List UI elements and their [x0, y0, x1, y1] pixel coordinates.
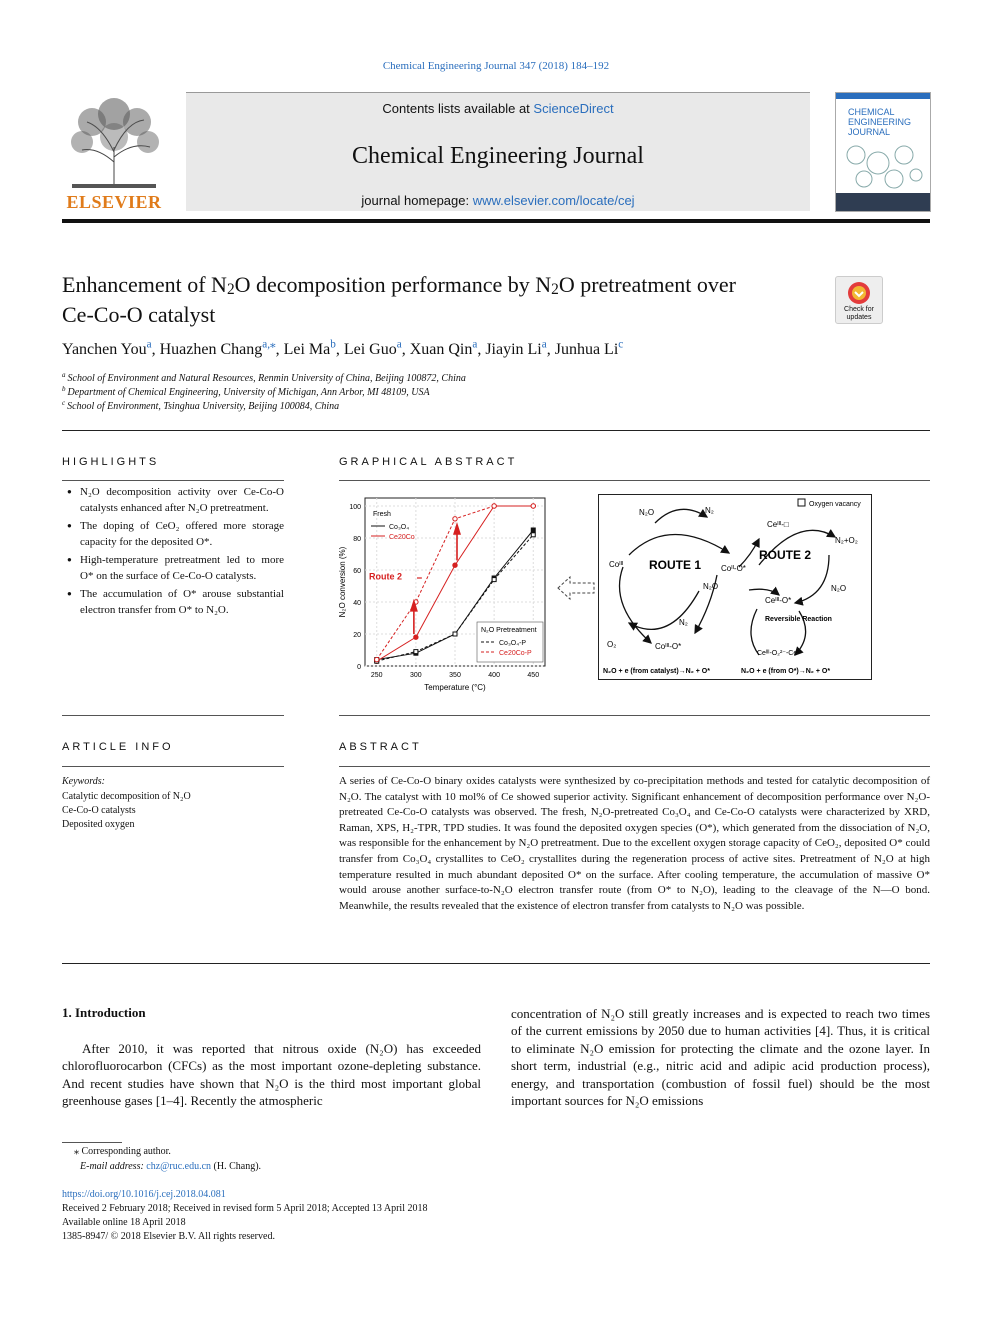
- keywords-label: Keywords:: [62, 776, 105, 787]
- svg-text:N₂: N₂: [679, 618, 688, 627]
- x-tick-label: 450: [527, 672, 540, 679]
- cover-title: CHEMICAL ENGINEERING JOURNAL: [848, 107, 912, 137]
- y-tick-label: 60: [353, 568, 361, 575]
- affiliation-line: $^b$ Department of Chemical Engineering, University of Michigan, Ann Arbor, MI 48109, USA: [62, 384, 430, 398]
- received-dates: Received 2 February 2018; Received in revised form 5 April 2018; Accepted 13 April 2018: [62, 1203, 428, 1214]
- author-affiliation-mark[interactable]: b: [330, 338, 336, 351]
- graphical-abstract-heading: GRAPHICAL ABSTRACT: [339, 456, 518, 468]
- route-2-annotation: Route 2: [369, 571, 403, 582]
- affiliation-line: $^c$ School of Environment, Tsinghua University, Beijing 100084, China: [62, 398, 340, 412]
- check-updates-icon: [846, 280, 872, 306]
- data-point: [414, 635, 418, 639]
- data-point: [531, 533, 535, 537]
- header-rule: [62, 219, 930, 223]
- author-affiliation-mark[interactable]: a: [472, 338, 478, 351]
- svg-text:O₂: O₂: [607, 640, 617, 649]
- abstract-text: A series of Ce-Co-O binary oxides catalysts were synthesized by co-precipitation methods and tested for catalytic decomposition of N₂O. The catalyst with 10 mol% of Ce showed superior activity. Significant enhancement of decomposition performance over N₂O-pretreated Ce-Co-O catalysts was observed. The fresh, N₂O-pretreated Co₃O₄ and Ce-Co-O catalysts were characterized by XRD, Raman, XPS, H₂-TPR, TPD studies. It was found the deposited oxygen species (O*), which generated from the dissociation of N₂O, was responsible for the enhancement by N₂O pretreatment. Due to the excellent oxygen storage capacity of CeO₂, deposited O* could transfer from Co₃O₄ crystallites to CeO₂ crystallites during the regeneration process of active sites. Pretreatment of N₂O at high temperature resulted in much abundant deposited O* on the surface. After cooling temperature, the accumulation of massive O* would arouse another surface-to-N₂O electron transfer route (from O* to N₂O), leading to the cleavage of the N—O bond. Meanwhile, the results revealed that the existence of electron transfer from catalysts to N₂O was possible.: [339, 775, 930, 912]
- route-2-label: ROUTE 2: [759, 548, 812, 562]
- abstract-end-rule: [62, 963, 930, 964]
- author-affiliation-mark[interactable]: c: [618, 338, 624, 351]
- author-name[interactable]: Lei Ma: [283, 341, 331, 358]
- homepage-link[interactable]: www.elsevier.com/locate/cej: [472, 193, 635, 208]
- author-list: Yanchen You$^a$, Huazhen Chang$^{a,⁎}$, Lei Ma$^b$, Lei Guo$^a$, Xuan Qin$^a$, Jiayin Li$^a$, Junhua Li$^c$: [62, 338, 624, 358]
- y-tick-label: 0: [357, 664, 361, 671]
- svg-text:Coᴵᴵᴵ: Coᴵᴵᴵ: [609, 560, 624, 569]
- highlights-heading: HIGHLIGHTS: [62, 456, 160, 468]
- equation-1: N₂O + e (from catalyst)→N₂ + O*: [603, 668, 710, 675]
- legend-entry: Ce20Co-P: [499, 650, 532, 657]
- legend-entry: Co₃O₄-P: [499, 640, 527, 647]
- y-tick-label: 40: [353, 600, 361, 607]
- svg-text:Coᴵᴵᴵ-O*: Coᴵᴵᴵ-O*: [655, 642, 682, 651]
- available-online: Available online 18 April 2018: [62, 1217, 186, 1228]
- hollow-arrow-icon: [556, 575, 596, 601]
- author-affiliation-mark[interactable]: a: [396, 338, 402, 351]
- svg-text:N₂O: N₂O: [831, 584, 847, 593]
- section-rule: [62, 430, 930, 431]
- x-tick-label: 250: [370, 672, 383, 679]
- data-point: [492, 578, 496, 582]
- intro-column-1: After 2010, it was reported that nitrous oxide (N₂O) has exceeded chlorofluorocarbon (CFCs) as the most important ozone-depleting substance. And recent studies have shown that N₂O is the third most important global greenhouse gases [1–4]. Recently the atmospheric: [62, 1041, 481, 1109]
- svg-text:Coᴵᴵ-O*: Coᴵᴵ-O*: [721, 564, 746, 573]
- data-point: [492, 504, 496, 508]
- svg-text:N₂O: N₂O: [703, 582, 719, 591]
- journal-title: Chemical Engineering Journal: [352, 143, 644, 169]
- email-label: E-mail address:: [80, 1161, 147, 1172]
- y-tick-label: 20: [353, 632, 361, 639]
- doi-link[interactable]: https://doi.org/10.1016/j.cej.2018.04.081: [62, 1189, 226, 1200]
- svg-text:Ceᴵᴵᴵ-O*: Ceᴵᴵᴵ-O*: [765, 596, 792, 605]
- y-tick-label: 100: [349, 504, 361, 511]
- author-affiliation-mark[interactable]: a: [541, 338, 547, 351]
- y-tick-label: 80: [353, 536, 361, 543]
- data-point: [453, 517, 457, 521]
- data-point: [531, 504, 535, 508]
- email-suffix: (H. Chang).: [211, 1161, 262, 1172]
- article-info-heading: ARTICLE INFO: [62, 741, 174, 753]
- highlights-list: [62, 484, 284, 620]
- svg-text:Ceᴵᴵᴵ-□: Ceᴵᴵᴵ-□: [767, 520, 789, 529]
- legend-entry: Co₃O₄: [389, 524, 410, 531]
- highlight-item: ● The doping of CeO₂ offered more storage capacity for the deposited O*.: [67, 520, 284, 548]
- scheme-legend: Oxygen vacancy: [809, 501, 861, 508]
- highlight-item: ● N₂O decomposition activity over Ce-Co-O catalysts enhanced after N₂O pretreatment.: [67, 486, 284, 514]
- author-affiliation-mark[interactable]: a,⁎: [262, 338, 276, 351]
- affiliations: [62, 372, 932, 414]
- x-tick-label: 300: [410, 672, 422, 679]
- keyword: Ce-Co-O catalysts: [62, 805, 136, 816]
- data-point: [375, 657, 379, 661]
- highlight-item: ● High-temperature pretreatment led to more O* on the surface of Ce-Co-O catalysts.: [67, 554, 284, 582]
- contents-label: Contents lists available at: [382, 101, 534, 116]
- data-point: [453, 563, 457, 567]
- svg-text:N₂+O₂: N₂+O₂: [835, 536, 858, 545]
- publisher-name: ELSEVIER: [66, 192, 162, 212]
- svg-text:N₂O: N₂O: [639, 508, 655, 517]
- svg-text:N₂: N₂: [705, 506, 714, 515]
- author-name[interactable]: Jiayin Li: [485, 341, 542, 358]
- data-point: [453, 632, 457, 636]
- legend-entry: Ce20Co: [389, 534, 415, 541]
- email-link[interactable]: chz@ruc.edu.cn: [146, 1161, 212, 1172]
- data-point: [531, 528, 535, 532]
- check-for-updates-button[interactable]: [835, 276, 883, 324]
- author-name[interactable]: Junhua Li: [554, 341, 619, 358]
- copyright: 1385-8947/ © 2018 Elsevier B.V. All rights reserved.: [62, 1231, 275, 1242]
- author-name[interactable]: Lei Guo: [343, 341, 397, 358]
- legend-title-fresh: Fresh: [373, 511, 391, 518]
- journal-banner: [186, 92, 810, 211]
- highlight-item: ● The accumulation of O* arouse substantial electron transfer from O* to N₂O.: [67, 588, 284, 616]
- abstract-heading: ABSTRACT: [339, 741, 422, 753]
- elsevier-logo[interactable]: [62, 92, 166, 212]
- x-axis-label: Temperature (°C): [424, 683, 486, 692]
- data-point: [414, 650, 418, 654]
- x-tick-label: 400: [488, 672, 500, 679]
- author-name[interactable]: Yanchen You: [62, 341, 147, 358]
- author-affiliation-mark[interactable]: a: [146, 338, 152, 351]
- check-updates-label: Check for updates: [844, 306, 874, 321]
- journal-reference[interactable]: Chemical Engineering Journal 347 (2018) 184–192: [382, 60, 610, 72]
- author-name[interactable]: Xuan Qin: [409, 341, 473, 358]
- article-title: Enhancement of $N_2O$ decomposition performance by $N_2O$ pretreatment over Ce-Co-O catalyst: [62, 272, 736, 327]
- intro-column-2: concentration of N₂O still greatly increases and is expected to reach two times of the current emissions by 2050 due to human activities [4]. Thus, it is critical to eliminate N₂O emission for protecting the climate and the ozone layer. In short term, industrial (e.g., nitric acid and adipic acid production process), energy, and transportation (combustion of fossil fuel) should be the most important sources for N₂O emissions: [511, 1006, 930, 1109]
- svg-text:Reversible Reaction: Reversible Reaction: [765, 616, 832, 623]
- y-axis-label: N₂O conversion (%): [338, 546, 347, 618]
- keyword: Catalytic decomposition of N₂O: [62, 791, 191, 802]
- x-tick-label: 350: [449, 672, 461, 679]
- sciencedirect-link[interactable]: ScienceDirect: [533, 101, 614, 116]
- author-name[interactable]: Huazhen Chang: [159, 341, 263, 358]
- corresponding-author-note: ⁎ Corresponding author.: [74, 1146, 171, 1157]
- legend-title-pretreatment: N₂O Pretreatment: [481, 627, 537, 634]
- affiliation-line: $^a$ School of Environment and Natural Resources, Renmin University of China, Beijing 100872, China: [62, 370, 466, 384]
- route-1-label: ROUTE 1: [649, 558, 702, 572]
- svg-text:Ceᴵᴵᴵ-O₂²⁻-Ceᴵᴵᴵ: Ceᴵᴵᴵ-O₂²⁻-Ceᴵᴵᴵ: [757, 650, 801, 657]
- intro-heading: 1. Introduction: [62, 1005, 146, 1020]
- conversion-chart: [335, 490, 555, 695]
- keyword: Deposited oxygen: [62, 819, 135, 830]
- journal-cover[interactable]: [835, 92, 931, 212]
- keywords-list: [62, 790, 284, 832]
- equation-2: N₂O + e (from O*)→N₂ + O*: [741, 668, 831, 675]
- mechanism-scheme: [598, 494, 872, 680]
- homepage-label: journal homepage:: [361, 193, 473, 208]
